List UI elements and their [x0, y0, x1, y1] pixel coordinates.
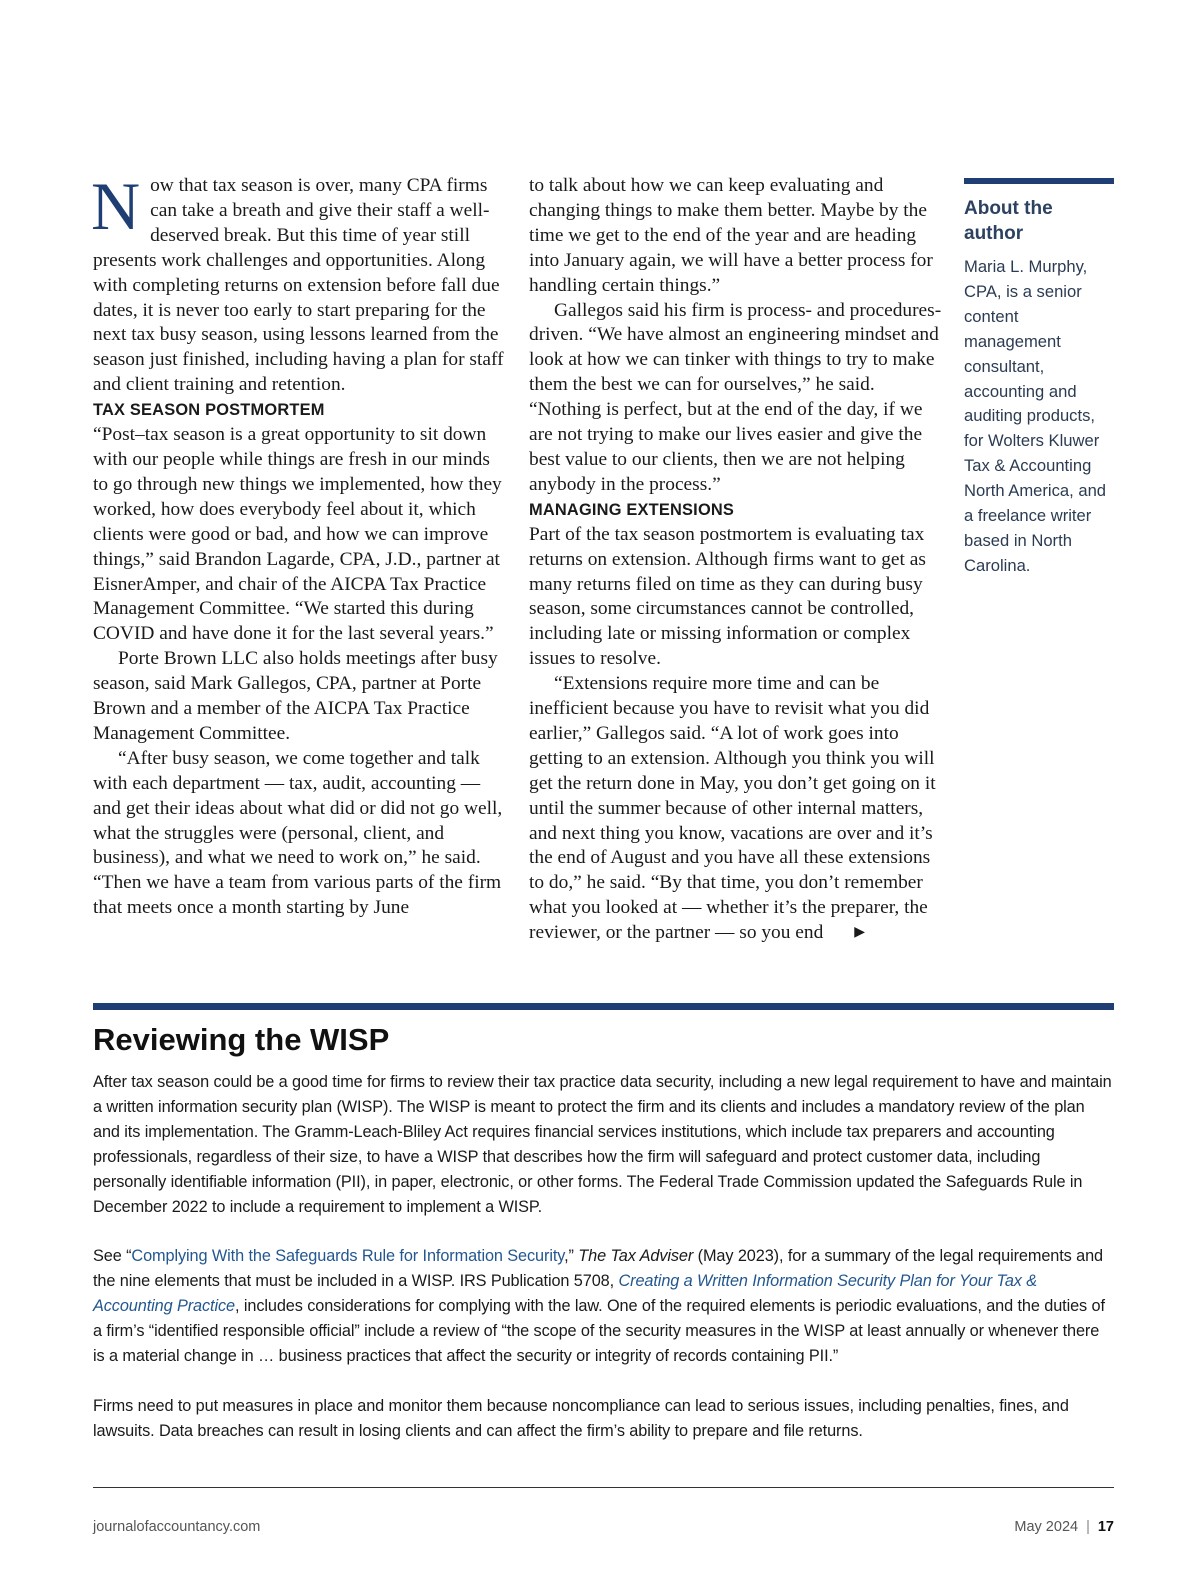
paragraph-col2-1: to talk about how we can keep evaluating and changing things to make them better. Maybe by the time we get to the end of the year and are heading into January again, we will have a better process for handling certain things.”	[529, 175, 933, 296]
wisp-end-text: , includes considerations for complying with the law. One of the required elements is periodic evaluations, and the duties of a firm’s “identified responsible official” include a review of “the scope of the security measures in the WISP at least annually or whenever there is a material change in … business practices that affect the security or integrity of records containing PII.”	[93, 1297, 1105, 1365]
page-footer	[93, 1519, 1114, 1541]
intro-paragraph	[91, 168, 506, 398]
wisp-section	[93, 1018, 1114, 1444]
paragraph-postmortem-1: “Post–tax season is a great opportunity to sit down with our people while things are fresh in our minds to go through new things we implemented, how they worked, how does everybody feel about it, which clients were good or bad, and how we can improve things,” said Brandon Lagarde, CPA, J.D., partner at EisnerAmper, and chair of the AICPA Tax Practice Management Committee. “We started this during COVID and have done it for the last several years.”	[93, 424, 502, 645]
paragraph-col2-2: Gallegos said his firm is process- and procedures-driven. “We have almost an engineering mindset and look at how we can tinker with things to try to make them the best we can for ourselves,” he said. “Nothing is perfect, but at the end of the day, if we are not trying to make our lives easier and give the best value to our clients, then we are not helping anybody in the process.”	[529, 299, 942, 495]
wisp-top-rule	[93, 1003, 1114, 1010]
article-column-2	[529, 174, 945, 946]
paragraph-extensions-1: Part of the tax season postmortem is evaluating tax returns on extension. Although firms want to get as many returns filed on time as they can during busy season, some circumstances cannot be controlled, including late or missing information or complex issues to resolve.	[529, 523, 926, 670]
wisp-paragraph-1: After tax season could be a good time for firms to review their tax practice data security, including a new legal requirement to have and maintain a written information security plan (WISP). The WISP is meant to protect the firm and its clients and includes a mandatory review of the plan and its implementation. The Gramm-Leach-Bliley Act requires financial services institutions, which include tax preparers and accounting professionals, regardless of their size, to have a WISP that describes how the firm will safeguard and protect customer data, including personally identifiable information (PII), in paper, electronic, or other forms. The Federal Trade Commission updated the Safeguards Rule in December 2022 to include a requirement to implement a WISP.	[93, 1073, 1112, 1216]
section-heading-extensions: MANAGING EXTENSIONS	[529, 500, 735, 519]
footer-website: journalofaccountancy.com	[93, 1519, 261, 1535]
intro-text: ow that tax season is over, many CPA firms can take a breath and give their staff a well-deserved break. But this time of year still presents work challenges and opportunities. Along with completing returns on extension before fall due dates, it is never too early to start preparing for the next tax busy season, using lessons learned from the season just finished, including having a plan for staff and client training and retention.	[93, 175, 504, 396]
section-heading-postmortem: TAX SEASON POSTMORTEM	[93, 401, 325, 420]
wisp-mid-text: (May 2023), for a summary of the legal requirements and the nine elements that must be included in a WISP. IRS Publication 5708,	[93, 1247, 1103, 1291]
paragraph-postmortem-2: Porte Brown LLC also holds meetings after busy season, said Mark Gallegos, CPA, partner at Porte Brown and a member of the AICPA Tax Practice Management Committee.	[93, 648, 498, 744]
irs-publication-link[interactable]: Creating a Written Information Security Plan for Your Tax & Accounting Practice	[93, 1272, 1038, 1316]
paragraph-postmortem-3: “After busy season, we come together and talk with each department — tax, audit, accounting — and get their ideas about what did or did not go well, what the struggles were (personal, client, and business), and what we need to work on,” he said. “Then we have a team from various parts of the firm that meets once a month starting by June	[93, 747, 503, 919]
wisp-paragraph-2	[93, 1244, 1114, 1369]
footer-rule	[93, 1487, 1114, 1488]
drop-cap: N	[91, 168, 141, 244]
paragraph-extensions-2	[529, 672, 945, 946]
safeguards-rule-link[interactable]: Complying With the Safeguards Rule for Information Security	[131, 1247, 565, 1266]
footer-issue	[1014, 1519, 1114, 1535]
wisp-see-text: See “	[93, 1247, 132, 1266]
author-bio: Maria L. Murphy, CPA, is a senior content management consultant, accounting and auditing products, for Wolters Kluwer Tax & Accounting North America, and a freelance writer based in North Carolina.	[964, 257, 1107, 575]
footer-separator: |	[1086, 1519, 1090, 1535]
publication-name: The Tax Adviser	[578, 1247, 694, 1266]
sidebar-title: About the author	[964, 198, 1053, 244]
wisp-paragraph-3: Firms need to put measures in place and monitor them because noncompliance can lead to serious issues, including penalties, fines, and lawsuits. Data breaches can result in losing clients and can affect the firm’s ability to prepare and file returns.	[93, 1396, 1069, 1440]
continue-arrow-icon: ▶	[854, 925, 866, 941]
paragraph-extensions-2-text: “Extensions require more time and can be inefficient because you have to revisit what you did earlier,” Gallegos said. “A lot of work goes into getting to an extension. Although you think you will get the return done in May, you don’t get going on it until the summer because of other internal matters, and next thing you know, vacations are over and it’s the end of August and you have all these extensions to do,” he said. “By that time, you don’t remember what you looked at — whether it’s the preparer, the reviewer, or the partner — so you end	[529, 673, 936, 944]
about-author-sidebar	[964, 196, 1112, 579]
article-column-1	[91, 168, 506, 921]
page-number: 17	[1097, 1519, 1114, 1535]
sidebar-top-rule	[964, 178, 1114, 184]
footer-date: May 2024	[1014, 1519, 1079, 1535]
wisp-punct: ,”	[564, 1247, 579, 1266]
wisp-title: Reviewing the WISP	[93, 1022, 390, 1057]
